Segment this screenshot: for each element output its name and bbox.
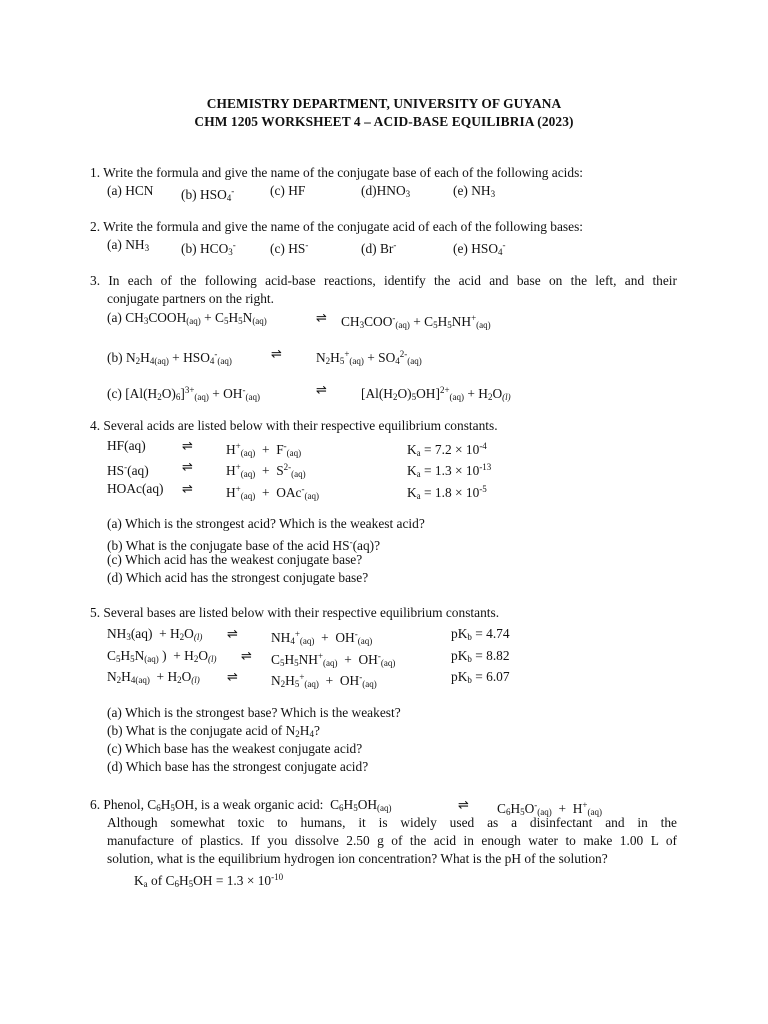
q5-pkb-1: $pK_b = 4.74$	[451, 626, 510, 642]
q3-reaction-c-products: $[Al(H_2O)_5OH]^{2+}_{(aq)} + H_2O_{(l)}$	[361, 385, 511, 402]
q5-part-d: (d) Which base has the strongest conjugate acid?	[107, 759, 369, 774]
worksheet-title: CHM 1205 WORKSHEET 4 – ACID-BASE EQUILIBRIA (2023)	[194, 114, 574, 129]
q3-reaction-c: (c) $[Al(H_2O)_6]^{3+}_{(aq)} + OH^-_{(aq)}$	[107, 385, 260, 402]
q2-opt-d: (d) Br-	[361, 240, 397, 256]
q4-part-c: (c) Which acid has the weakest conjugate base?	[107, 552, 363, 567]
q6-products: $C_6H_5O^-_{(aq)} + H^+_{(aq)}$	[497, 800, 602, 817]
q3-reaction-a: (a) $CH_3COOH_{(aq)} + C_5H_5N_{(aq)}$	[107, 310, 267, 326]
q5-products-2: $C_5H_5NH^+_{(aq)} + OH^-_{(aq)}$	[271, 651, 396, 668]
q5-part-c: (c) Which base has the weakest conjugate acid?	[107, 741, 363, 756]
q2-opt-a: (a) $NH_3$	[107, 237, 150, 253]
q2-opt-c: (c) HS-	[270, 240, 309, 256]
q3b-equilibrium-arrow: ⇌	[271, 347, 282, 362]
q5-arrow-1: ⇌	[227, 627, 238, 642]
q1-opt-a: (a) HCN	[107, 183, 154, 198]
q4-ka-1: $K_a = 7.2 \times 10^{-4}$	[407, 441, 487, 458]
q5-base-hydrazine: $N_2H_{4(aq)} + H_2O_{(l)}$	[107, 669, 200, 685]
q1-stem: 1. Write the formula and give the name of the conjugate base of each of the following acids:	[90, 165, 584, 180]
department-title: CHEMISTRY DEPARTMENT, UNIVERSITY OF GUYANA	[206, 96, 562, 111]
q4-stem: 4. Several acids are listed below with their respective equilibrium constants.	[90, 418, 498, 433]
q1-options	[107, 183, 153, 199]
q1-opt-e: (e) $NH_3$	[453, 183, 496, 199]
q1-opt-b: (b) $HSO_4^-$	[181, 186, 235, 203]
q3a-equilibrium-arrow: ⇌	[316, 311, 327, 326]
q5-pkb-2: $pK_b = 8.82$	[451, 648, 510, 664]
q4-ka-2: $K_a = 1.3 \times 10^{-13}$	[407, 462, 492, 479]
q1-opt-d: $(d)HNO_3$	[361, 183, 411, 199]
q3-reaction-b: (b) $N_2H_{4(aq)} + HSO_4^-_{(aq)}$	[107, 349, 232, 366]
q5-part-b: (b) What is the conjugate acid of $N_2H_4$?	[107, 723, 320, 739]
q5-part-a: (a) Which is the strongest base? Which is the weakest?	[107, 705, 401, 720]
q4-products-1: $H^+_{(aq)} + F^-_{(aq)}$	[226, 441, 302, 458]
q2-opt-b: (b) $HCO_3^-$	[181, 240, 236, 257]
q6-ka: $K_a$ of $C_6H_5OH = 1.3 \times 10^{-10}$	[134, 872, 284, 889]
q3-stem-line1: 3. In each of the following acid-base reactions, identify the acid and base on the left, and their	[90, 273, 677, 288]
q4-acid-hs: HS-(aq)	[107, 462, 149, 478]
q4-acid-hoac: HOAc(aq)	[107, 481, 164, 496]
q4-part-b: (b) What is the conjugate base of the acid HS-(aq)?	[107, 537, 381, 553]
q6-arrow: ⇌	[458, 798, 469, 813]
q4-part-a: (a) Which is the strongest acid? Which is the weakest acid?	[107, 516, 425, 531]
q6-body-line1: Although somewhat toxic to humans, it is widely used as a disinfectant and in the	[107, 815, 677, 830]
q4-products-3: $H^+_{(aq)} + OAc^-_{(aq)}$	[226, 484, 319, 501]
q5-arrow-3: ⇌	[227, 670, 238, 685]
q3c-equilibrium-arrow: ⇌	[316, 383, 327, 398]
q5-stem: 5. Several bases are listed below with their respective equilibrium constants.	[90, 605, 500, 620]
q5-arrow-2: ⇌	[241, 649, 252, 664]
q6-stem: 6. Phenol, $C_6H_5OH$, is a weak organic acid: $C_6H_5OH_{(aq)}$	[90, 797, 392, 813]
q4-arrow-1: ⇌	[182, 439, 193, 454]
q5-base-pyridine: $C_5H_5N_{(aq)}$ ) + $H_2O_{(l)}$	[107, 648, 217, 664]
q4-products-2: $H^+_{(aq)} + S^{2-}_{(aq)}$	[226, 462, 306, 479]
q1-opt-c: (c) HF	[270, 183, 306, 198]
q5-products-1: $NH_4^+_{(aq)} + OH^-_{(aq)}$	[271, 629, 373, 646]
q6-body-line3: solution, what is the equilibrium hydrogen ion concentration? What is the pH of the solution?	[107, 851, 608, 866]
q4-ka-3: $K_a = 1.8 \times 10^{-5}$	[407, 484, 487, 501]
q5-pkb-3: $pK_b = 6.07$	[451, 669, 510, 685]
q5-base-nh3: $NH_3(aq) + H_2O_{(l)}$	[107, 626, 203, 642]
q5-products-3: $N_2H_5^+_{(aq)} + OH^-_{(aq)}$	[271, 672, 377, 689]
q3-stem-line2: conjugate partners on the right.	[107, 291, 274, 306]
q4-part-d: (d) Which acid has the strongest conjugate base?	[107, 570, 369, 585]
q4-acid-hf: HF(aq)	[107, 438, 146, 453]
q3-reaction-a-products: $CH_3COO^-_{(aq)} + C_5H_5NH^+_{(aq)}$	[341, 313, 491, 330]
q3-reaction-b-products: $N_2H_5^+_{(aq)} + SO_4^{2-}_{(aq)}$	[316, 349, 422, 366]
q2-stem: 2. Write the formula and give the name of the conjugate acid of each of the following bases:	[90, 219, 584, 234]
q6-body-line2: manufacture of plastics. If you dissolve 2.50 g of the acid in enough water to make 1.00 L of	[107, 833, 677, 848]
q4-arrow-2: ⇌	[182, 460, 193, 475]
q2-opt-e: (e) $HSO_4^-$	[453, 240, 506, 257]
q4-arrow-3: ⇌	[182, 482, 193, 497]
